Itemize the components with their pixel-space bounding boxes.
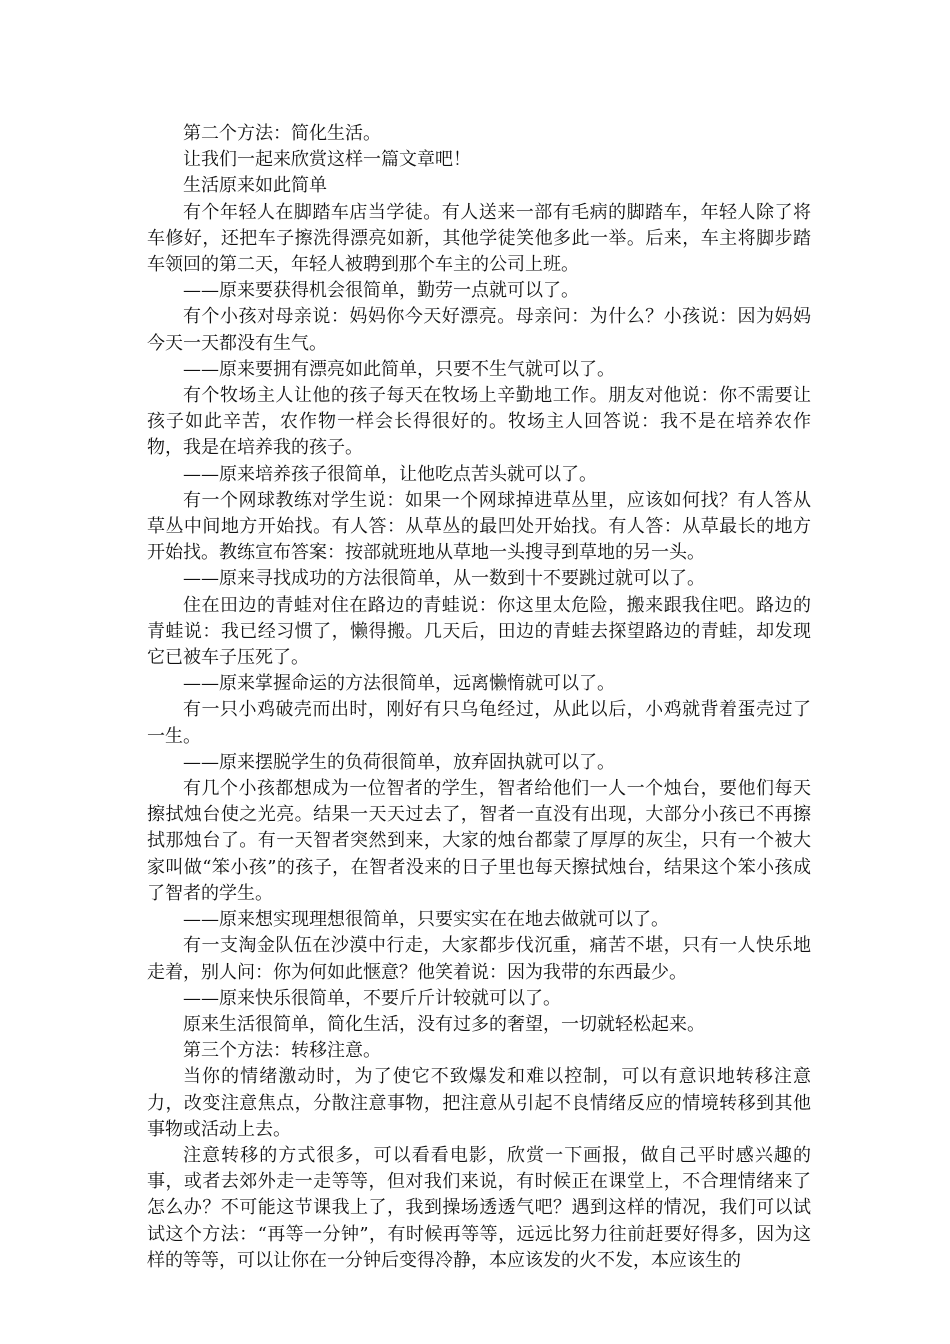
section-heading: 第三个方法：转移注意。 [183,1040,381,1062]
paragraph: 当你的情绪激动时，为了使它不致爆发和难以控制，可以有意识地转移注意力，改变注意焦点，分散注意事物，把注意从引起不良情绪反应的情境转移到其他事物或活动上去。 [147,1066,811,1140]
paragraph: ——原来摆脱学生的负荷很简单，放弃固执就可以了。 [183,751,615,773]
paragraph: 有个年轻人在脚踏车店当学徒。有人送来一部有毛病的脚踏车，年轻人除了将车修好，还把车子擦洗得漂亮如新，其他学徒笑他多此一举。后来，车主将脚步踏车领回的第二天，年轻人被聘到那个车主的公司上班。 [147,201,811,276]
paragraph: 有个小孩对母亲说：妈妈你今天好漂亮。母亲问：为什么？小孩说：因为妈妈今天一天都没有生气。 [147,306,811,354]
paragraph: 有一个网球教练对学生说：如果一个网球掉进草丛里，应该如何找？有人答从草丛中间地方开始找。有人答：从草丛的最凹处开始找。有人答：从草最长的地方开始找。教练宣布答案：按部就班地从草地一头搜寻到草地的另一头。 [147,489,811,564]
paragraph: 让我们一起来欣赏这样一篇文章吧！ [183,149,471,171]
paragraph: ——原来寻找成功的方法很简单，从一数到十不要跳过就可以了。 [183,568,705,590]
paragraph: ——原来快乐很简单，不要斤斤计较就可以了。 [183,987,561,1009]
paragraph: 注意转移的方式很多，可以看看电影，欣赏一下画报，做自己平时感兴趣的事，或者去郊外走一走等等，但对我们来说，有时候正在课堂上，不合理情绪来了怎么办？不可能这节课我上了，我到操场透透气吧？遇到这样的情况，我们可以试试这个方法：“再等一分钟”，有时候再等等，远远比努力往前赶要好得多，因为这样的等等，可以让你在一分钟后变得冷静，本应该发的火不发，本应该生的 [147,1144,811,1271]
paragraph: ——原来要拥有漂亮如此简单，只要不生气就可以了。 [183,358,615,380]
paragraph: 有个牧场主人让他的孩子每天在牧场上辛勤地工作。朋友对他说：你不需要让孩子如此辛苦，农作物一样会长得很好的。牧场主人回答说：我不是在培养农作物，我是在培养我的孩子。 [147,385,811,459]
paragraph: ——原来想实现理想很简单，只要实实在在地去做就可以了。 [183,909,669,931]
paragraph: 有几个小孩都想成为一位智者的学生，智者给他们一人一个烛台，要他们每天擦拭烛台使之光亮。结果一天天过去了，智者一直没有出现，大部分小孩已不再擦拭那烛台了。有一天智者突然到来，大家的烛台都蒙了厚厚的灰尘，只有一个被大家叫做“笨小孩”的孩子，在智者没来的日子里也每天擦拭烛台，结果这个笨小孩成了智者的学生。 [147,778,811,904]
paragraph: 原来生活很简单，简化生活，没有过多的奢望，一切就轻松起来。 [183,1013,705,1035]
article-title: 生活原来如此简单 [183,175,327,197]
paragraph: 住在田边的青蛙对住在路边的青蛙说：你这里太危险，搬来跟我住吧。路边的青蛙说：我已经习惯了，懒得搬。几天后，田边的青蛙去探望路边的青蛙，却发现它已被车子压死了。 [147,594,811,669]
paragraph: ——原来掌握命运的方法很简单，远离懒惰就可以了。 [183,673,615,695]
paragraph: 有一只小鸡破壳而出时，刚好有只乌龟经过，从此以后，小鸡就背着蛋壳过了一生。 [147,699,811,747]
paragraph: 有一支淘金队伍在沙漠中行走，大家都步伐沉重，痛苦不堪，只有一人快乐地走着，别人问：你为何如此惬意？他笑着说：因为我带的东西最少。 [147,935,811,983]
paragraph: ——原来培养孩子很简单，让他吃点苦头就可以了。 [183,463,597,485]
section-heading: 第二个方法：简化生活。 [183,123,381,144]
paragraph: ——原来要获得机会很简单，勤劳一点就可以了。 [183,280,579,302]
document-body [147,121,811,1274]
